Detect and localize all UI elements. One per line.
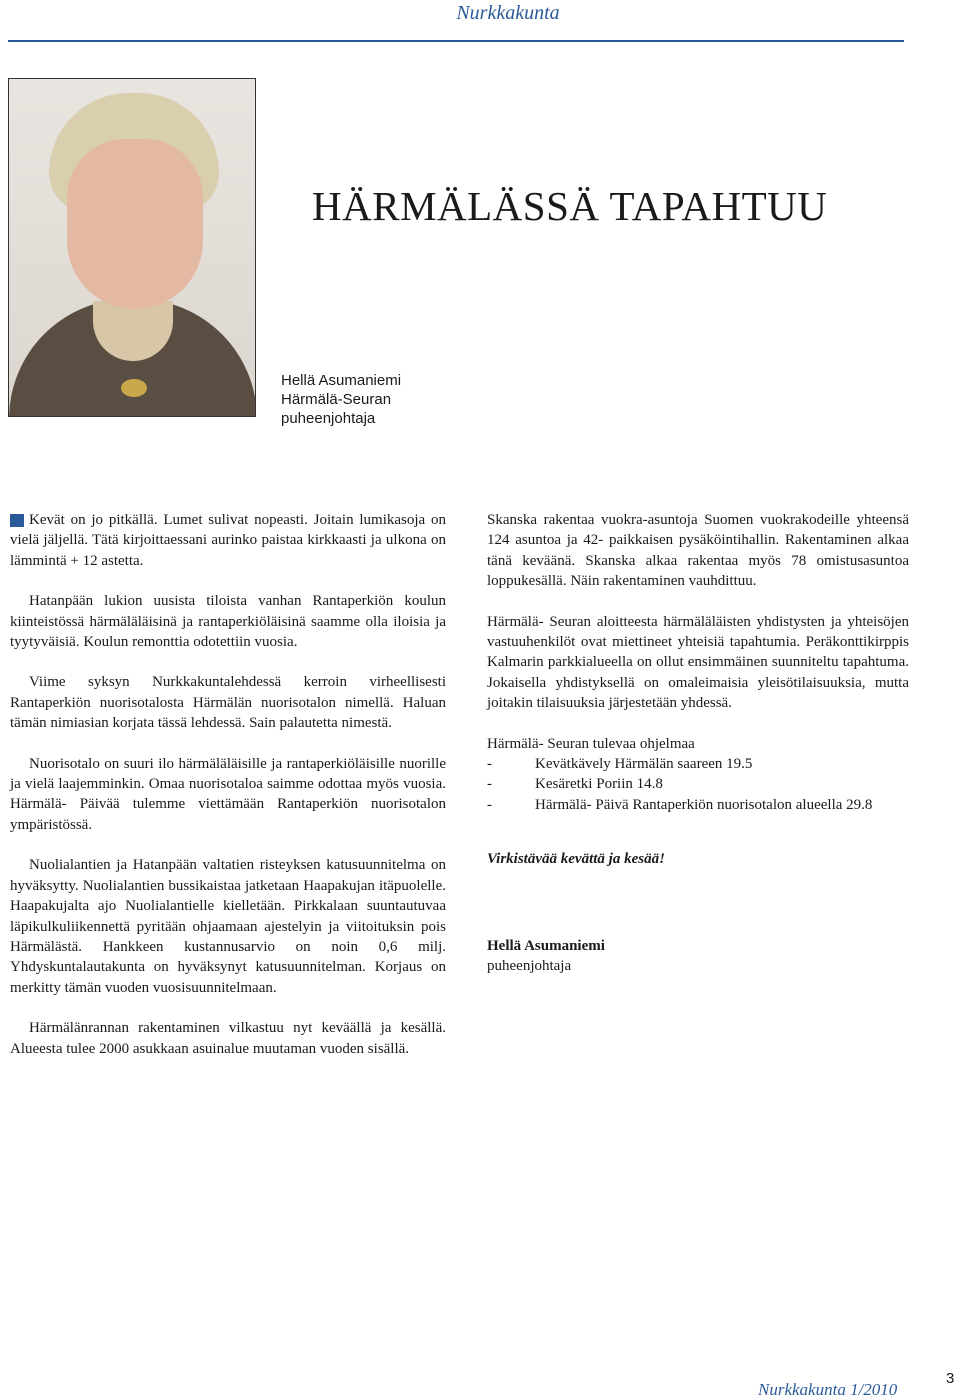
paragraph: Nuolialantien ja Hatanpään valtatien risteyksen katusuunnitelma on hyväksytty. Nuolialantien bussikaistaa jatketaan Haapakujan itäpuolelle. Haapakujalta ajo Nuolialantielle kielletään. Pirkkalaan suuntautuvaa läpikulkuliikennettä pyritään ohjaamaan ajestelyin ja viitoituksin pois Härmälästä. Hankkeen kustannusarvio on noin 0,6 milj. Yhdyskuntalautakunta on hyväksynyt katusuunnitelman. Korjaus on merkitty tämän vuoden vuosisuunnitelmaan. [10, 857, 446, 996]
caption-name: Hellä Asumaniemi [281, 372, 402, 389]
program-item-text: Kesäretki Poriin 14.8 [535, 776, 663, 793]
paragraph: Härmälänrannan rakentaminen vilkastuu nyt keväällä ja kesällä. Alueesta tulee 2000 asukkaan asuinalue muutaman vuoden sisällä. [10, 1020, 446, 1057]
right-column [487, 510, 909, 977]
program-item [487, 795, 909, 815]
program-dash: - [487, 756, 492, 773]
portrait-brooch [121, 379, 147, 397]
signature-role: puheenjohtaja [487, 958, 572, 975]
left-column [10, 510, 446, 1079]
program-title: Härmälä- Seuran tulevaa ohjelmaa [487, 735, 695, 752]
paragraph: Viime syksyn Nurkkakuntalehdessä kerroin virheellisesti Rantaperkiön nuorisotalosta Härmälän nuorisotalon nimellä. Haluan tämän nimiasian korjata tässä lehdessä. Sain palautetta nimestä. [10, 674, 446, 732]
header-rule [8, 40, 904, 42]
paragraph: Härmälä- Seuran aloitteesta härmäläläisten yhdistysten ja yhteisöjen vastuuhenkilöt ovat miettineet yhteisiä tapahtumia. Peräkonttikirppis Kalmarin parkkialueella on ollut ensimmäinen suunniteltu tapahtuma. Jokaisella yhdistyksellä on omaleimaisia yleisötilaisuuksia, mutta joitakin tilaisuuksia järjestetään yhdessä. [487, 613, 909, 712]
paragraph: Nuorisotalo on suuri ilo härmäläläisille ja rantaperkiöläisille nuorille ja vielä laajemminkin. Omaa nuorisotaloa saimme odottaa myös vuosia. Härmälä- Päivää tulemme viettämään Rantaperkiön nuorisotalon ympäristössä. [10, 755, 446, 833]
program-item-text: Kevätkävely Härmälän saareen 19.5 [535, 756, 753, 773]
paragraph: Hatanpään lukion uusista tiloista vanhan Rantaperkiön koulun kiinteistössä härmäläläisinä ja rantaperkiöläisinä saamme olla iloisia ja tyytyväisiä. Koulun remonttia odotettiin vuosia. [10, 593, 446, 651]
portrait-face [67, 139, 203, 309]
program-dash: - [487, 796, 492, 813]
greeting: Virkistävää kevättä ja kesää! [487, 851, 665, 868]
signature-name: Hellä Asumaniemi [487, 937, 605, 954]
program-item [487, 754, 909, 774]
portrait-photo [8, 78, 256, 417]
header-section-title: Nurkkakunta [456, 2, 560, 24]
photo-caption [281, 371, 401, 428]
program-item [487, 774, 909, 794]
program-item-text: Härmälä- Päivä Rantaperkiön nuorisotalon alueella 29.8 [535, 796, 873, 813]
program-list [487, 734, 909, 816]
paragraph: Kevät on jo pitkällä. Lumet sulivat nopeasti. Joitain lumikasoja on vielä jäljellä. Tätä kirjoittaessani aurinko paistaa kirkkaasti ja ulkona on lämmintä + 12 astetta. [10, 512, 446, 569]
caption-role: puheenjohtaja [281, 410, 376, 427]
paragraph: Skanska rakentaa vuokra-asuntoja Suomen vuokrakodeille yhteensä 124 asuntoa ja 42- paikkaisen pysäköintihallin. Rakentaminen alkaa tänä keväänä. Skanska alkaa rakentaa myös 78 omistusasuntoa loppukesällä. Näin rakentaminen vauhdittuu. [487, 512, 909, 590]
program-dash: - [487, 776, 492, 793]
caption-org: Härmälä-Seuran [281, 391, 392, 408]
footer-journal-issue: Nurkkakunta 1/2010 [758, 1380, 898, 1399]
page-number: 3 [946, 1370, 955, 1387]
page-title: HÄRMÄLÄSSÄ TAPAHTUU [312, 183, 828, 229]
